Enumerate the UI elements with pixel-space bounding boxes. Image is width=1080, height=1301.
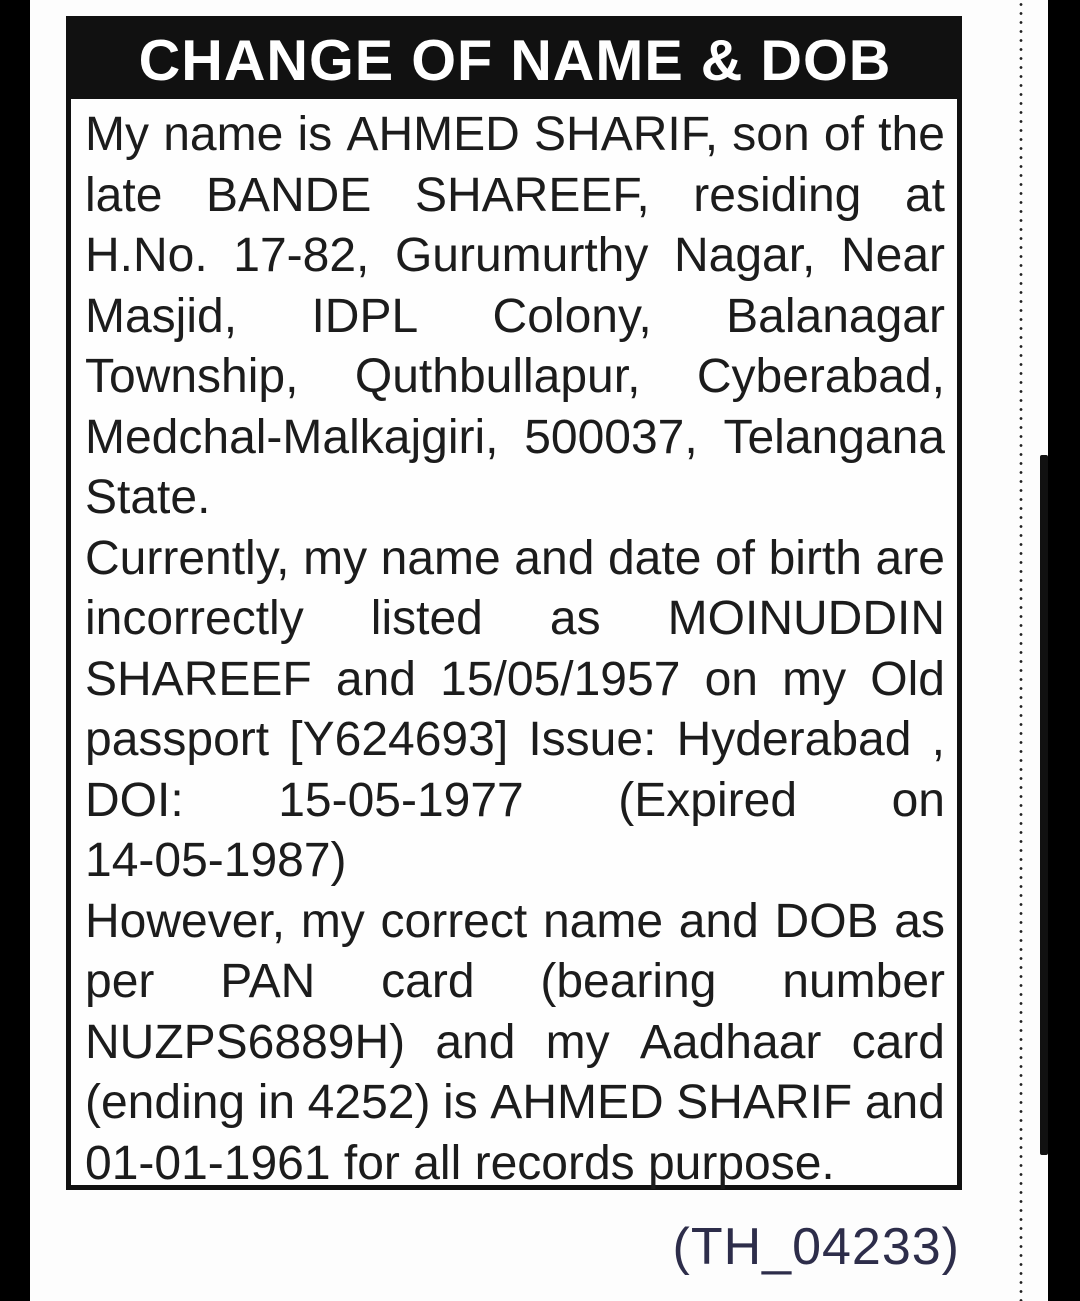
ad-line: My name is AHMED SHARIF, son of the xyxy=(85,108,945,161)
ad-line: Medchal-Malkajgiri, 500037, Telangana xyxy=(85,410,945,464)
ad-title: CHANGE OF NAME & DOB xyxy=(138,29,892,93)
ad-line: State. xyxy=(85,471,211,524)
ad-line: DOI: 15-05-1977 (Expired on xyxy=(85,773,945,827)
ad-line: passport [Y624693] Issue: Hyderabad , xyxy=(85,713,945,766)
ad-line: H.No. 17-82, Gurumurthy Nagar, Near xyxy=(85,229,945,282)
ad-body-text xyxy=(85,105,945,1194)
ad-line: Masjid, IDPL Colony, Balanagar xyxy=(85,289,945,343)
page-edge-scroll-bar xyxy=(1040,455,1048,1155)
classified-ad-box xyxy=(66,16,962,1190)
ad-line: Currently, my name and date of birth are xyxy=(85,531,945,585)
ad-line: per PAN card (bearing number xyxy=(85,955,945,1008)
ad-line: 01-01-1961 for all records purpose. xyxy=(85,1136,835,1190)
ad-reference-code: (TH_04233) xyxy=(672,1218,960,1276)
ad-line: Township, Quthbullapur, Cyberabad, xyxy=(85,350,945,403)
ad-line: NUZPS6889H) and my Aadhaar card xyxy=(85,1015,945,1069)
dotted-separator xyxy=(1019,0,1023,1301)
ad-line: SHAREEF and 15/05/1957 on my Old xyxy=(85,652,945,706)
ad-line: 14-05-1987) xyxy=(85,834,347,887)
ad-line: (ending in 4252) is AHMED SHARIF and xyxy=(85,1076,945,1129)
ad-line: However, my correct name and DOB as xyxy=(85,894,945,948)
ad-header-bar xyxy=(71,21,957,99)
ad-line: late BANDE SHAREEF, residing at xyxy=(85,168,945,222)
ad-line: incorrectly listed as MOINUDDIN xyxy=(85,592,945,645)
